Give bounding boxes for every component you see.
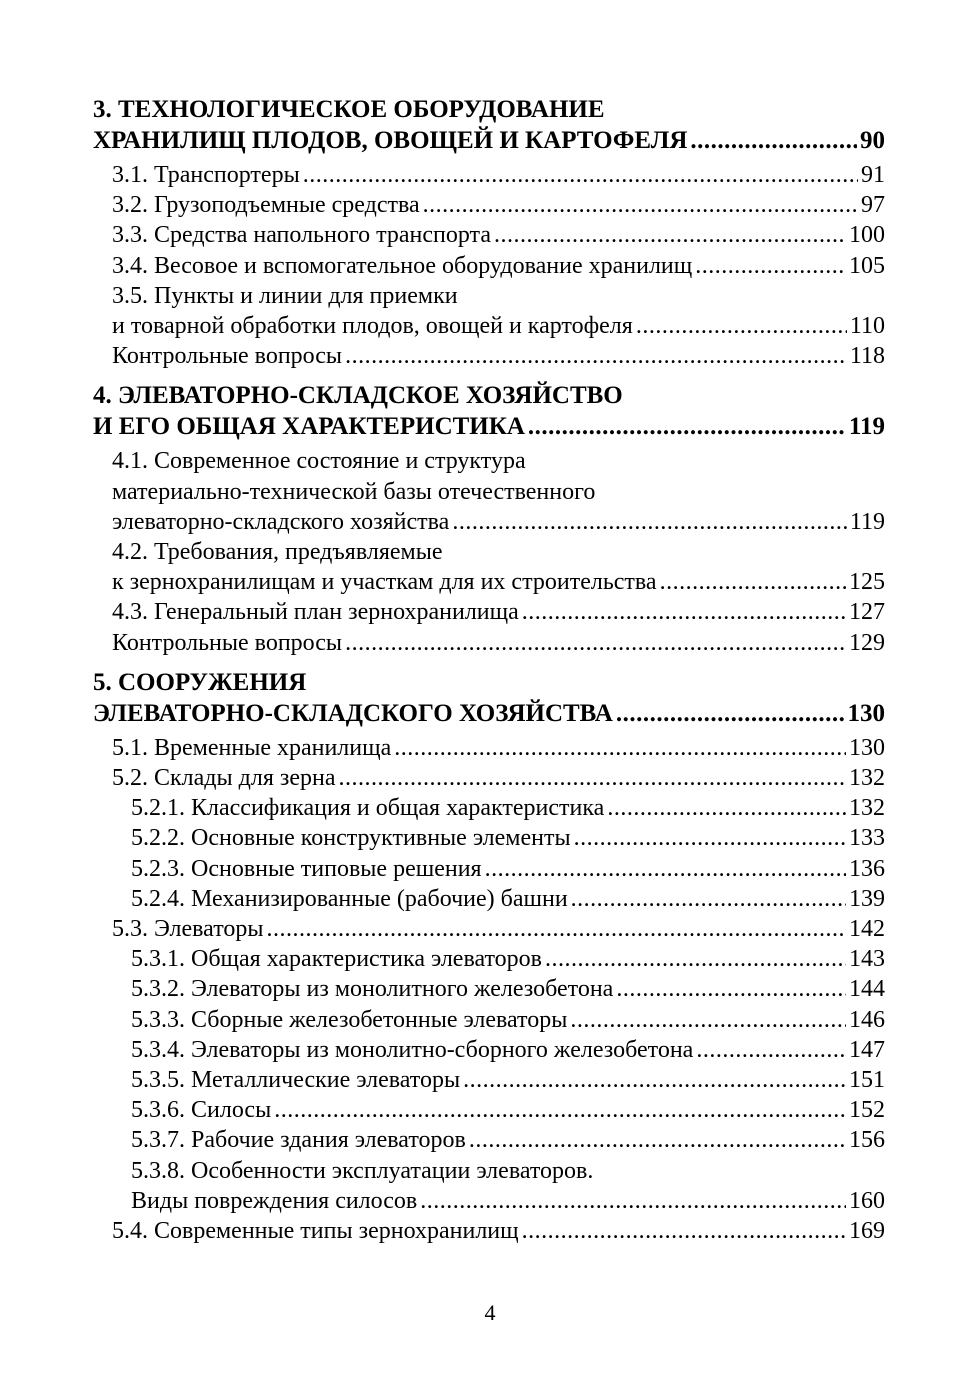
entry-row[interactable] — [112, 597, 885, 627]
entry-title: 3.2. Грузоподъемные средства — [112, 192, 420, 219]
toc-entry[interactable] — [93, 974, 885, 1004]
toc-entry[interactable] — [93, 733, 885, 763]
entry-row[interactable] — [112, 628, 885, 658]
entry-title-line: материально-технической базы отечественного — [112, 478, 596, 505]
entry-page-number: 132 — [849, 795, 885, 822]
dot-leader — [394, 733, 846, 763]
dot-leader — [485, 854, 846, 884]
entry-title: элеваторно-складского хозяйства — [112, 508, 450, 535]
entry-page-number: 118 — [849, 343, 885, 370]
dot-leader — [463, 1065, 846, 1095]
entry-title: 5.1. Временные хранилища — [112, 734, 392, 761]
toc-entry[interactable] — [93, 944, 885, 974]
entry-title: 3.1. Транспортеры — [112, 162, 300, 188]
entry-page-number: 125 — [849, 569, 885, 596]
dot-leader — [469, 1125, 846, 1155]
entry-title: 4.3. Генеральный план зернохранилища — [112, 599, 519, 626]
toc-entry[interactable] — [93, 884, 885, 914]
entry-page-number: 151 — [849, 1067, 885, 1094]
dot-leader — [660, 567, 846, 597]
chapter-title: ХРАНИЛИЩ ПЛОДОВ, ОВОЩЕЙ И КАРТОФЕЛЯ — [93, 127, 688, 154]
toc-entry[interactable] — [93, 793, 885, 823]
entry-title: 5.3.5. Металлические элеваторы — [131, 1067, 461, 1094]
toc-entry[interactable] — [93, 1125, 885, 1155]
toc-entry[interactable] — [93, 251, 885, 281]
entry-page-number: 119 — [849, 508, 885, 535]
chapter-page-number: 119 — [848, 413, 885, 441]
entry-title: 5.3.7. Рабочие здания элеваторов — [131, 1127, 466, 1154]
toc-entry[interactable] — [93, 597, 885, 627]
entry-row[interactable] — [131, 1095, 885, 1125]
dot-leader — [616, 974, 846, 1004]
chapter-title-line: 4. ЭЛЕВАТОРНО-СКЛАДСКОЕ ХОЗЯЙСТВО — [93, 382, 623, 410]
toc-entry[interactable] — [93, 281, 885, 341]
entry-page-number: 152 — [849, 1097, 885, 1124]
dot-leader — [696, 1035, 846, 1065]
dot-leader — [274, 1095, 846, 1125]
toc-entry[interactable] — [93, 1035, 885, 1065]
toc-entry[interactable] — [93, 914, 885, 944]
dot-leader — [545, 944, 846, 974]
entry-title: 5.3.6. Силосы — [131, 1097, 272, 1124]
chapter-heading[interactable] — [93, 667, 885, 729]
entry-page-number: 136 — [849, 855, 885, 882]
chapter-title: И ЕГО ОБЩАЯ ХАРАКТЕРИСТИКА — [93, 413, 525, 441]
entry-row[interactable] — [131, 823, 885, 853]
entry-title: Контрольные вопросы — [112, 629, 343, 656]
toc-chapter — [93, 667, 885, 1246]
toc-entry[interactable] — [93, 854, 885, 884]
entry-title-line: 3.5. Пункты и линии для приемки — [112, 282, 458, 309]
dot-leader — [607, 793, 846, 823]
entry-row[interactable] — [112, 567, 885, 597]
entry-page-number: 156 — [849, 1127, 885, 1154]
dot-leader — [571, 884, 846, 914]
toc-entry[interactable] — [93, 446, 885, 537]
entry-title: 5.3.2. Элеваторы из монолитного железобетона — [131, 976, 614, 1003]
dot-leader — [420, 1186, 846, 1216]
entry-title: 5.3. Элеваторы — [112, 916, 264, 943]
table-of-contents — [93, 94, 885, 1246]
dot-leader — [570, 1005, 846, 1035]
dot-leader — [522, 1216, 846, 1246]
entry-page-number: 100 — [849, 222, 885, 249]
entry-page-number: 146 — [849, 1006, 885, 1033]
dot-leader — [574, 823, 846, 853]
entry-title: 3.4. Весовое и вспомогательное оборудование хранилищ — [112, 252, 693, 279]
chapter-row[interactable] — [93, 125, 885, 156]
toc-entry[interactable] — [93, 1156, 885, 1216]
entry-page-number: 169 — [849, 1218, 885, 1245]
page-number: 4 — [484, 1300, 496, 1325]
toc-entry[interactable] — [93, 763, 885, 793]
entry-row[interactable] — [112, 160, 885, 190]
dot-leader — [339, 763, 847, 793]
entry-row[interactable] — [131, 1035, 885, 1065]
toc-entry[interactable] — [93, 823, 885, 853]
entry-row[interactable] — [112, 220, 885, 250]
entry-title: 5.2.4. Механизированные (рабочие) башни — [131, 885, 568, 912]
entry-page-number: 160 — [849, 1187, 885, 1214]
dot-leader — [267, 914, 847, 944]
entry-row[interactable] — [112, 311, 885, 341]
toc-entry[interactable] — [93, 628, 885, 658]
chapter-row[interactable] — [93, 698, 885, 729]
dot-leader — [452, 507, 847, 537]
entry-page-number: 139 — [849, 885, 885, 912]
entry-page-number: 144 — [849, 976, 885, 1003]
dot-leader — [616, 698, 845, 729]
chapter-title-line: 3. ТЕХНОЛОГИЧЕСКОЕ ОБОРУДОВАНИЕ — [93, 96, 605, 123]
toc-chapter — [93, 380, 885, 657]
entry-row[interactable] — [131, 884, 885, 914]
toc-entry[interactable] — [93, 190, 885, 220]
entry-row[interactable] — [131, 974, 885, 1004]
entry-page-number: 147 — [849, 1036, 885, 1063]
entry-page-number: 143 — [849, 946, 885, 973]
dot-leader — [423, 190, 858, 220]
toc-entry[interactable] — [93, 1065, 885, 1095]
chapter-row[interactable] — [93, 411, 885, 442]
entry-title: Виды повреждения силосов — [131, 1187, 418, 1214]
entry-row[interactable] — [112, 507, 885, 537]
chapter-page-number: 90 — [860, 127, 885, 154]
entry-row[interactable] — [131, 1186, 885, 1216]
entry-row[interactable] — [131, 854, 885, 884]
entry-page-number: 127 — [849, 599, 885, 626]
entry-title: и товарной обработки плодов, овощей и картофеля — [112, 313, 633, 340]
entry-row[interactable] — [131, 944, 885, 974]
chapter-title-line: 5. СООРУЖЕНИЯ — [93, 668, 307, 696]
entry-title-line: 5.3.8. Особенности эксплуатации элеваторов. — [131, 1157, 594, 1184]
entry-title: 5.3.1. Общая характеристика элеваторов — [131, 946, 543, 973]
dot-leader — [690, 125, 857, 156]
entry-title: 5.3.4. Элеваторы из монолитно-сборного железобетона — [131, 1036, 694, 1063]
chapter-heading[interactable] — [93, 94, 885, 156]
entry-page-number: 105 — [849, 252, 885, 279]
entry-title: Контрольные вопросы — [112, 343, 343, 370]
entry-title-line: 4.1. Современное состояние и структура — [112, 448, 526, 475]
toc-entry[interactable] — [93, 341, 885, 371]
entry-title: 5.3.3. Сборные железобетонные элеваторы — [131, 1006, 568, 1033]
entry-page-number: 91 — [861, 162, 885, 188]
toc-entry[interactable] — [93, 537, 885, 597]
toc-entry[interactable] — [93, 1095, 885, 1125]
entry-page-number: 130 — [849, 734, 885, 761]
dot-leader — [522, 597, 846, 627]
entry-page-number: 97 — [861, 192, 885, 219]
dot-leader — [695, 251, 846, 281]
entry-row[interactable] — [112, 251, 885, 281]
entry-row[interactable] — [131, 1125, 885, 1155]
entry-row[interactable] — [112, 1216, 885, 1246]
entry-row[interactable] — [112, 341, 885, 371]
entry-page-number: 142 — [849, 916, 885, 943]
dot-leader — [636, 311, 847, 341]
entry-row[interactable] — [131, 1005, 885, 1035]
entry-row[interactable] — [112, 763, 885, 793]
dot-leader — [345, 628, 846, 658]
entry-page-number: 133 — [849, 825, 885, 852]
entry-title: 5.2.1. Классификация и общая характеристика — [131, 795, 605, 822]
toc-entry[interactable] — [93, 160, 885, 190]
toc-chapter — [93, 94, 885, 371]
entry-row[interactable] — [131, 1065, 885, 1095]
dot-leader — [494, 220, 846, 250]
toc-entry[interactable] — [93, 1005, 885, 1035]
dot-leader — [528, 411, 846, 442]
entry-title: 5.2. Склады для зерна — [112, 765, 336, 792]
toc-entry[interactable] — [93, 220, 885, 250]
entry-title: 5.2.3. Основные типовые решения — [131, 855, 482, 882]
entry-page-number: 110 — [849, 313, 885, 340]
entry-row[interactable] — [112, 733, 885, 763]
chapter-title: ЭЛЕВАТОРНО-СКЛАДСКОГО ХОЗЯЙСТВА — [93, 699, 613, 727]
chapter-page-number: 130 — [847, 699, 885, 727]
entry-title: 5.4. Современные типы зернохранилищ — [112, 1218, 519, 1245]
entry-title-line: 4.2. Требования, предъявляемые — [112, 539, 443, 566]
entry-page-number: 132 — [849, 765, 885, 792]
chapter-heading[interactable] — [93, 380, 885, 442]
entry-row[interactable] — [112, 190, 885, 220]
entry-page-number: 129 — [849, 629, 885, 656]
entry-title: к зернохранилищам и участкам для их строительства — [112, 569, 657, 596]
entry-row[interactable] — [112, 914, 885, 944]
dot-leader — [345, 341, 847, 371]
entry-title: 5.2.2. Основные конструктивные элементы — [131, 825, 571, 852]
entry-row[interactable] — [131, 793, 885, 823]
dot-leader — [303, 160, 858, 190]
entry-title: 3.3. Средства напольного транспорта — [112, 222, 491, 249]
toc-entry[interactable] — [93, 1216, 885, 1246]
